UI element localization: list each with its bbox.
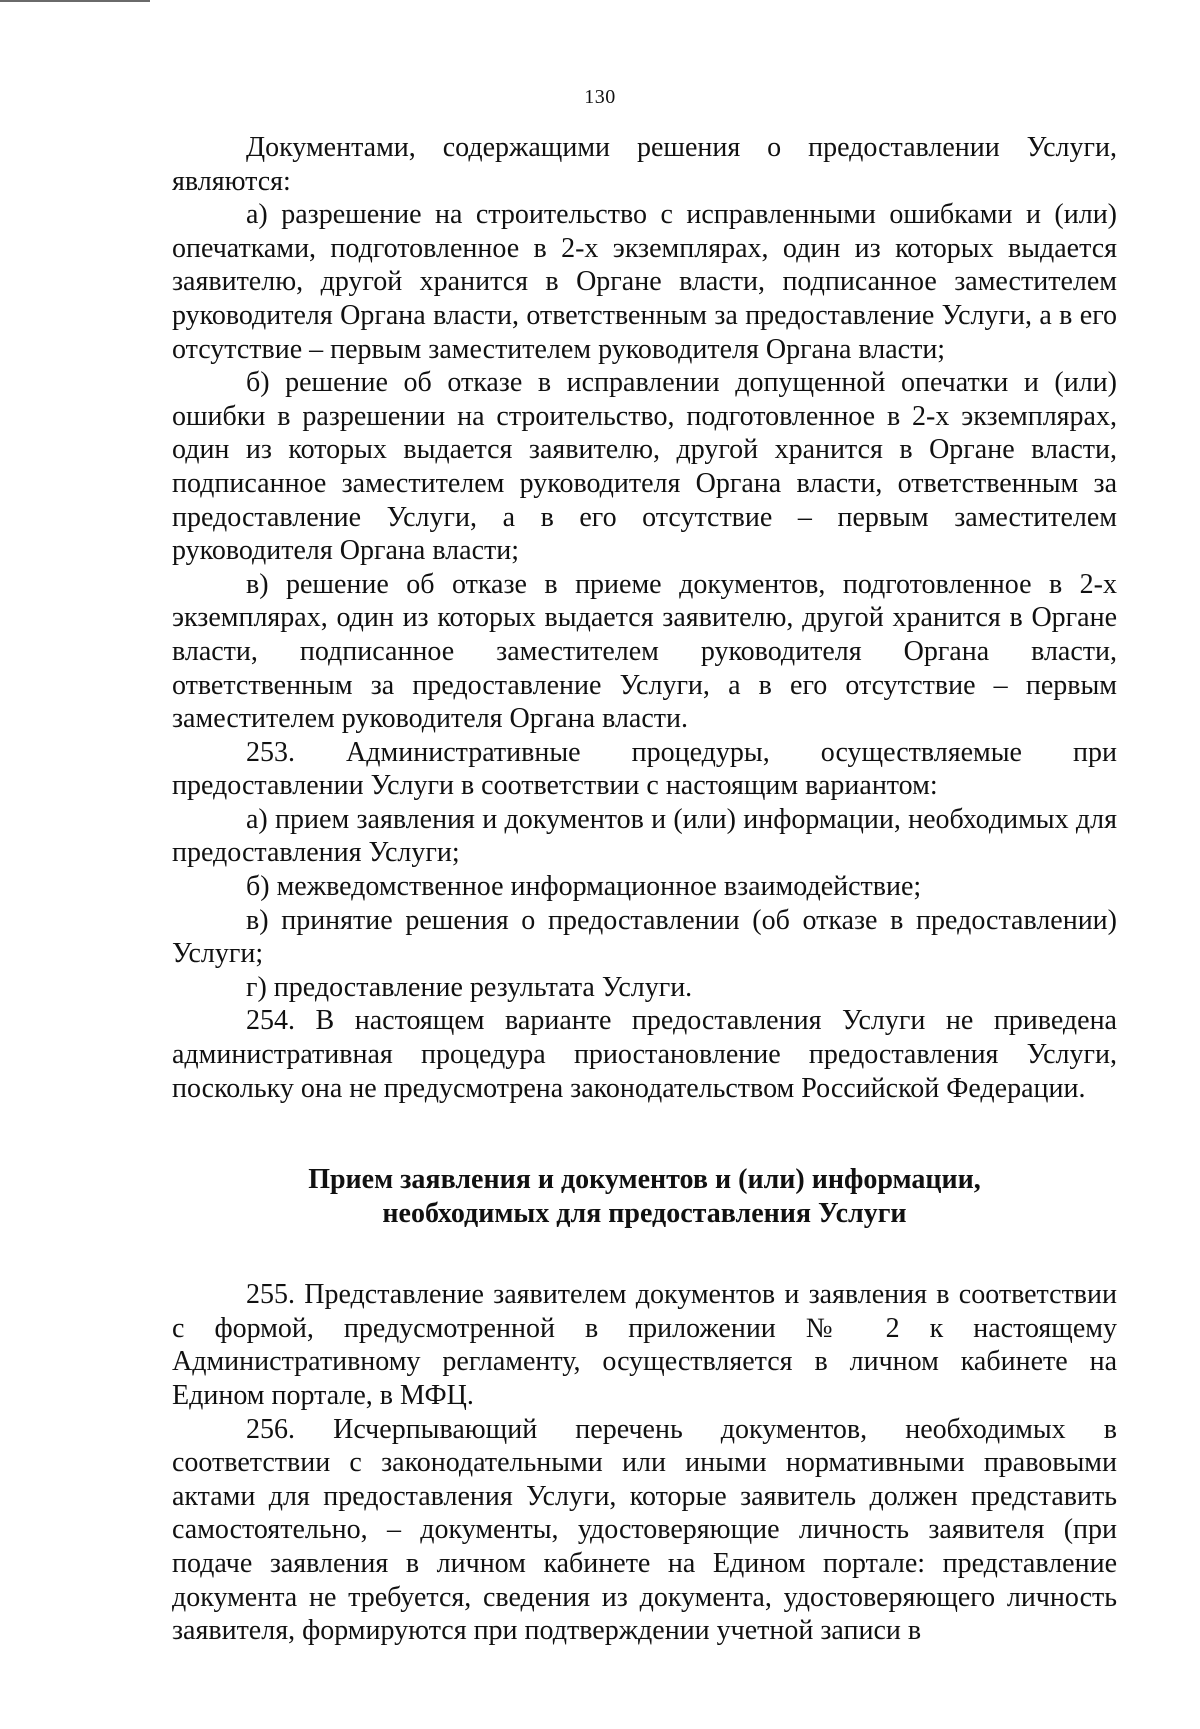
section-heading-line-2: необходимых для предоставления Услуги	[382, 1198, 907, 1230]
paragraph-item-b-refusal-correction: б) решение об отказе в исправлении допущенной опечатки и (или) ошибки в разрешении на строительство, подготовленное в 2-х экземплярах, один из которых выдается заявителю, другой хранится в Органе власти, подписанное заместителем руководителя Органа власти, ответственным за предоставление Услуги, а в его отсутствие – первым заместителем руководителя Органа власти;	[172, 367, 1117, 567]
paragraph-254: 254. В настоящем варианте предоставления Услуги не приведена административная процедура приостановление предоставления Услуги, поскольку она не предусмотрена законодательством Российской Федерации.	[172, 1005, 1117, 1104]
paragraph-decision-documents-intro: Документами, содержащими решения о предоставлении Услуги, являются:	[172, 132, 1117, 197]
paragraph-item-v-refusal-acceptance: в) решение об отказе в приеме документов, подготовленное в 2-х экземплярах, один из которых выдается заявителю, другой хранится в Органе власти, подписанное заместителем руководителя Органа власти, ответственным за предоставление Услуги, а в его отсутствие – первым заместителем руководителя Органа власти.	[172, 568, 1117, 735]
page-number: 130	[584, 86, 616, 108]
paragraph-255: 255. Представление заявителем документов и заявления в соответствии с формой, предусмотренной в приложении № 2 к настоящему Административному регламенту, осуществляется в личном кабинете на Едином портале, в МФЦ.	[172, 1279, 1117, 1411]
paragraph-253-item-b: б) межведомственное информационное взаимодействие;	[246, 871, 922, 903]
section-heading-line-1: Прием заявления и документов и (или) информации,	[308, 1164, 981, 1196]
paragraph-253: 253. Административные процедуры, осуществляемые при предоставлении Услуги в соответствии с настоящим вариантом:	[172, 736, 1117, 802]
paragraph-256: 256. Исчерпывающий перечень документов, необходимых в соответствии с законодательными или иными нормативными правовыми актами для предоставления Услуги, которые заявитель должен представить самостоятельно, – документы, удостоверяющие личность заявителя (при подаче заявления в личном кабинете на Едином портале: представление документа не требуется, сведения из документа, удостоверяющего личность заявителя, формируются при подтверждении учетной записи в	[172, 1413, 1117, 1647]
paragraph-item-a-permit: а) разрешение на строительство с исправленными ошибками и (или) опечатками, подготовленное в 2-х экземплярах, один из которых выдается заявителю, другой хранится в Органе власти, подписанное заместителем руководителя Органа власти, ответственным за предоставление Услуги, а в его отсутствие – первым заместителем руководителя Органа власти;	[172, 199, 1117, 365]
paragraph-253-item-g: г) предоставление результата Услуги.	[246, 971, 693, 1003]
paragraph-253-item-a: а) прием заявления и документов и (или) информации, необходимых для предоставления Услуги;	[172, 803, 1117, 869]
section-heading	[172, 1163, 1117, 1231]
document-body	[172, 131, 1117, 1648]
paragraph-253-item-v: в) принятие решения о предоставлении (об отказе в предоставлении) Услуги;	[172, 904, 1117, 970]
scan-edge-line	[0, 0, 150, 2]
